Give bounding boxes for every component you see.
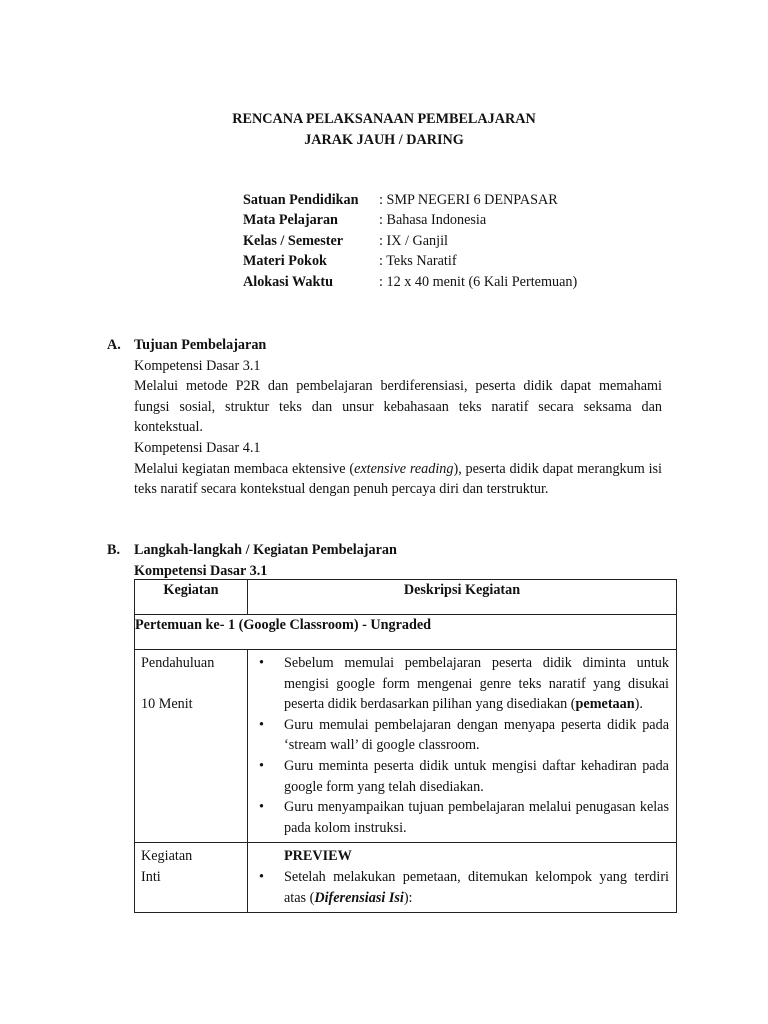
identity-row — [243, 190, 577, 210]
activity-label: Kegiatan — [141, 848, 193, 865]
identity-value: : Bahasa Indonesia — [379, 212, 487, 229]
list-item-text: Guru menyampaikan tujuan pembelajaran melalui penugasan kelas pada kolom instruksi. — [284, 799, 669, 836]
activity-duration: 10 Menit — [141, 695, 193, 712]
description-cell — [248, 650, 677, 843]
list-item-tail: ). — [634, 696, 643, 713]
section-langkah-kegiatan — [107, 540, 662, 581]
identity-row — [243, 272, 577, 292]
column-header-deskripsi: Deskripsi Kegiatan — [248, 580, 677, 615]
section-heading — [107, 540, 662, 561]
section-title: Langkah-langkah / Kegiatan Pembelajaran — [134, 542, 397, 558]
list-item — [257, 715, 669, 756]
activity-label: Inti — [141, 868, 161, 885]
document-title: RENCANA PELAKSANAAN PEMBELAJARAN — [232, 111, 536, 127]
identity-value: : 12 x 40 menit (6 Kali Pertemuan) — [379, 273, 578, 290]
section-heading — [107, 335, 662, 356]
list-item — [257, 867, 669, 908]
bullet-icon: • — [259, 868, 264, 885]
kd-text: ), peserta didik dapat merangkum isi teks naratif secara kontekstual dengan penuh percaya diri dan terstruktur. — [134, 460, 662, 498]
bullet-list — [257, 653, 669, 838]
activity-cell — [135, 650, 248, 843]
section-letter: A. — [107, 337, 121, 353]
list-item-text: Sebelum memulai pembelajaran peserta didik diminta untuk mengisi google form mengenai genre teks naratif yang disukai peserta didik berdasarkan pilihan yang disediakan ( — [284, 655, 669, 713]
table-header-row — [135, 580, 677, 615]
table-row — [135, 650, 677, 843]
column-header-kegiatan: Kegiatan — [135, 580, 248, 615]
identity-value: : SMP NEGERI 6 DENPASAR — [379, 192, 558, 208]
preview-heading: PREVIEW — [284, 848, 352, 865]
list-item — [257, 797, 669, 838]
meeting-title: Pertemuan ke- 1 (Google Classroom) - Ungraded — [135, 615, 677, 650]
kd-text-italic: extensive reading — [354, 460, 454, 477]
section-title: Tujuan Pembelajaran — [134, 337, 267, 353]
activity-cell — [135, 843, 248, 913]
activity-label: Pendahuluan — [141, 655, 215, 671]
identity-value: : Teks Naratif — [379, 253, 457, 270]
list-item-text: Setelah melakukan pemetaan, ditemukan kelompok yang terdiri atas ( — [284, 868, 669, 906]
kd-paragraph — [134, 459, 662, 500]
identity-label: Materi Pokok — [243, 253, 327, 270]
kd-label: Kompetensi Dasar 4.1 — [134, 439, 261, 456]
list-item-bold-italic: Diferensiasi Isi — [314, 889, 404, 906]
section-body — [134, 356, 662, 500]
document-subtitle: JARAK JAUH / DARING — [304, 132, 464, 148]
meeting-row — [135, 615, 677, 650]
kd-paragraph: Melalui metode P2R dan pembelajaran berdiferensiasi, peserta didik dapat memahami fungsi sosial, struktur teks dan unsur kebahasaan teks naratif secara seksama dan kontekstual. — [134, 378, 662, 436]
bullet-icon: • — [259, 757, 264, 774]
identity-label: Alokasi Waktu — [243, 273, 334, 290]
bullet-icon: • — [259, 655, 264, 671]
identity-label: Satuan Pendidikan — [243, 192, 359, 208]
activity-table — [134, 579, 677, 913]
bullet-icon: • — [259, 716, 264, 733]
identity-label: Mata Pelajaran — [243, 212, 338, 229]
section-letter: B. — [107, 542, 121, 558]
identity-label: Kelas / Semester — [243, 232, 344, 249]
list-item — [257, 756, 669, 797]
identity-row — [243, 231, 577, 251]
identity-block — [243, 190, 577, 292]
kd-subheading: Kompetensi Dasar 3.1 — [134, 562, 268, 579]
list-item-bold: pemetaan — [575, 696, 635, 713]
list-item-text: Guru meminta peserta didik untuk mengisi daftar kehadiran pada google form yang telah disediakan. — [284, 757, 669, 795]
bullet-list — [257, 867, 669, 908]
bullet-icon: • — [259, 799, 264, 816]
section-tujuan-pembelajaran — [107, 335, 662, 500]
list-item-text: Guru memulai pembelajaran dengan menyapa peserta didik pada ‘stream wall’ di google classroom. — [284, 716, 669, 754]
identity-row — [243, 210, 577, 230]
identity-row — [243, 251, 577, 271]
kd-label: Kompetensi Dasar 3.1 — [134, 357, 261, 374]
list-item — [257, 653, 669, 715]
identity-value: : IX / Ganjil — [379, 232, 448, 249]
kd-text: Melalui kegiatan membaca ektensive ( — [134, 460, 355, 477]
description-cell — [248, 843, 677, 913]
list-item-tail: ): — [403, 889, 413, 906]
table-row — [135, 843, 677, 913]
